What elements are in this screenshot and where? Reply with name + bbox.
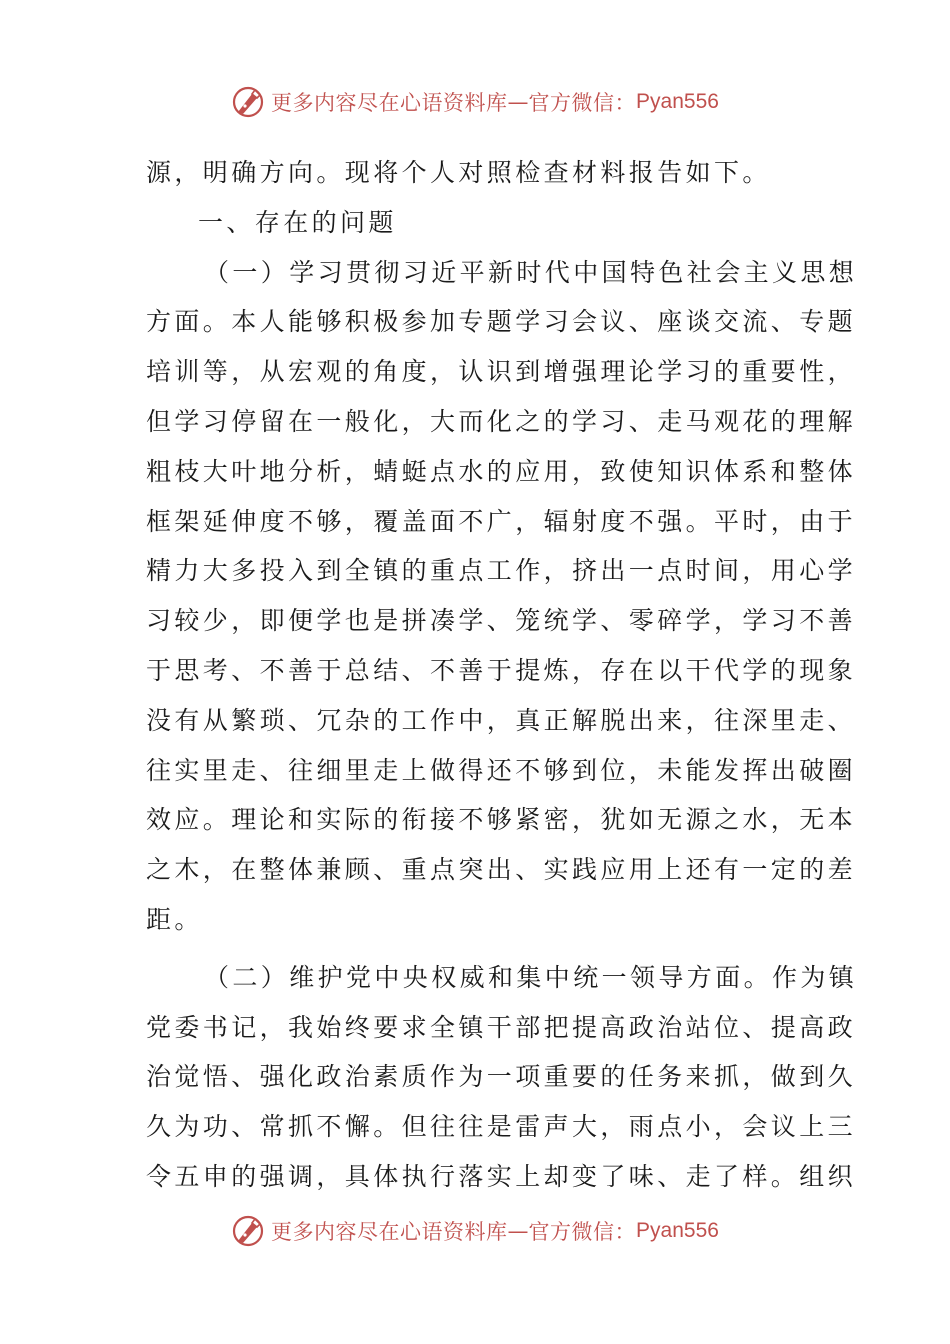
body-line: 没有从繁琐、冗杂的工作中，真正解脱出来，往深里走、	[146, 705, 857, 735]
watermark-label: 官方微信：	[528, 91, 637, 115]
body-line: 培训等，从宏观的角度，认识到增强理论学习的重要性，	[146, 357, 857, 387]
pen-nib-logo-icon	[231, 1214, 265, 1248]
watermark-text: 更多内容尽在心语资料库	[271, 1220, 508, 1244]
body-line: 于思考、不善于总结、不善于提炼，存在以干代学的现象	[146, 655, 857, 685]
body-line: 框架延伸度不够，覆盖面不广，辐射度不强。平时，由于	[146, 506, 857, 536]
watermark-separator: —	[507, 90, 529, 114]
watermark-text: 更多内容尽在心语资料库	[271, 91, 508, 115]
body-line: 治觉悟、强化政治素质作为一项重要的任务来抓，做到久	[146, 1062, 857, 1092]
watermark-id: Pyan556	[636, 90, 719, 113]
watermark-footer	[0, 1211, 950, 1251]
body-line: 粗枝大叶地分析，蜻蜓点水的应用，致使知识体系和整体	[146, 456, 857, 486]
body-line: 距。	[146, 904, 203, 934]
watermark-id: Pyan556	[636, 1219, 719, 1242]
body-line: 令五申的强调，具体执行落实上却变了味、走了样。组织	[146, 1161, 857, 1191]
document-body	[146, 148, 858, 1202]
watermark-separator: —	[507, 1219, 529, 1243]
body-line: 精力大多投入到全镇的重点工作，挤出一点时间，用心学	[146, 556, 857, 586]
body-line: 习较少，即便学也是拼凑学、笼统学、零碎学，学习不善	[146, 606, 857, 636]
body-line: （二）维护党中央权威和集中统一领导方面。作为镇	[204, 962, 858, 992]
section-heading: 一、存在的问题	[198, 207, 397, 237]
body-line: 之木，在整体兼顾、重点突出、实践应用上还有一定的差	[146, 855, 857, 885]
body-line: 党委书记，我始终要求全镇干部把提高政治站位、提高政	[146, 1012, 857, 1042]
body-line: （一）学习贯彻习近平新时代中国特色社会主义思想	[204, 257, 858, 287]
watermark-header	[0, 82, 950, 122]
body-line: 方面。本人能够积极参加专题学习会议、座谈交流、专题	[146, 307, 857, 337]
body-line: 但学习停留在一般化，大而化之的学习、走马观花的理解	[146, 406, 857, 436]
body-line: 久为功、常抓不懈。但往往是雷声大，雨点小，会议上三	[146, 1112, 857, 1142]
pen-nib-logo-icon	[231, 85, 265, 119]
watermark-label: 官方微信：	[528, 1220, 637, 1244]
body-line: 源，明确方向。现将个人对照检查材料报告如下。	[146, 158, 771, 187]
body-line: 往实里走、往细里走上做得还不够到位，未能发挥出破圈	[146, 755, 857, 785]
body-line: 效应。理论和实际的衔接不够紧密，犹如无源之水，无本	[146, 805, 857, 835]
